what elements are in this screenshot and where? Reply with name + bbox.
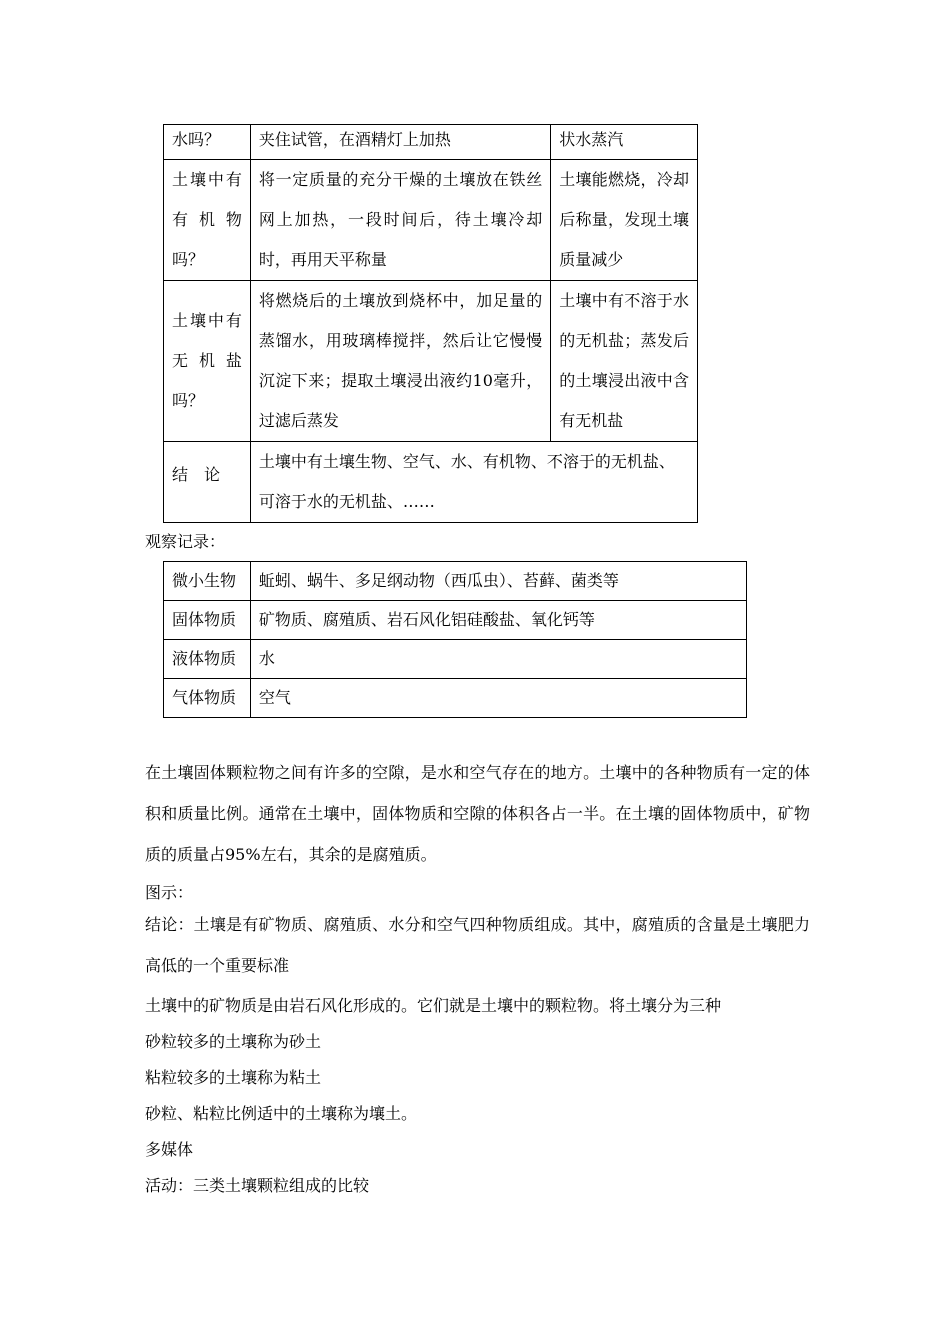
- mineral-line: 土壤中的矿物质是由岩石风化形成的。它们就是土壤中的颗粒物。将土壤分为三种: [145, 996, 722, 1015]
- table-cell-value: 空气: [250, 679, 746, 718]
- table-row: [164, 562, 747, 601]
- media-line: 多媒体: [145, 1140, 194, 1159]
- table-row: [164, 640, 747, 679]
- table-cell-label: 固体物质: [164, 601, 251, 640]
- table-cell-result: 土壤能燃烧，冷却后称量，发现土壤质量减少: [551, 160, 698, 281]
- table-cell-question: 土壤中有无机盐吗？: [164, 281, 251, 442]
- conclusion-label: 结 论: [164, 442, 251, 523]
- table-cell-value: 矿物质、腐殖质、岩石风化铝硅酸盐、氧化钙等: [250, 601, 746, 640]
- table-cell-label: 气体物质: [164, 679, 251, 718]
- table-row: [164, 281, 698, 442]
- table-cell-question: 土壤中有有机物吗？: [164, 160, 251, 281]
- table-row: [164, 442, 698, 523]
- sand-line: 砂粒较多的土壤称为砂土: [145, 1032, 322, 1051]
- paragraph-pores: 在土壤固体颗粒物之间有许多的空隙，是水和空气存在的地方。土壤中的各种物质有一定的体积和质量比例。通常在土壤中，固体物质和空隙的体积各占一半。在土壤的固体物质中，矿物质的质量占95%左右，其余的是腐殖质。: [145, 763, 810, 864]
- table-row: [164, 679, 747, 718]
- clay-line: 粘粒较多的土壤称为粘土: [145, 1068, 322, 1087]
- table-row: [164, 601, 747, 640]
- table-cell-value: 水: [250, 640, 746, 679]
- figure-label: 图示：: [145, 883, 194, 902]
- table-cell-method: 将一定质量的充分干燥的土壤放在铁丝网上加热，一段时间后，待土壤冷却时，再用天平称量: [250, 160, 550, 281]
- table-cell-label: 液体物质: [164, 640, 251, 679]
- activity-line: 活动：三类土壤颗粒组成的比较: [145, 1176, 370, 1195]
- table-cell-method: 夹住试管，在酒精灯上加热: [250, 125, 550, 160]
- table-cell-result: 土壤中有不溶于水的无机盐；蒸发后的土壤浸出液中含有无机盐: [551, 281, 698, 442]
- loam-line: 砂粒、粘粒比例适中的土壤称为壤土。: [145, 1104, 418, 1123]
- conclusion-paragraph: 结论：土壤是有矿物质、腐殖质、水分和空气四种物质组成。其中，腐殖质的含量是土壤肥力高低的一个重要标准: [145, 915, 810, 975]
- table-cell-question: 水吗？: [164, 125, 251, 160]
- table-cell-result: 状水蒸汽: [551, 125, 698, 160]
- conclusion-text: 土壤中有土壤生物、空气、水、有机物、不溶于的无机盐、可溶于水的无机盐、……: [250, 442, 697, 523]
- observation-table: [163, 561, 747, 718]
- table-row: [164, 160, 698, 281]
- experiment-table: [163, 124, 698, 523]
- table-row: [164, 125, 698, 160]
- table-cell-value: 蚯蚓、蜗牛、多足纲动物（西瓜虫）、苔藓、菌类等: [250, 562, 746, 601]
- observation-title: 观察记录：: [145, 532, 226, 551]
- table-cell-method: 将燃烧后的土壤放到烧杯中，加足量的蒸馏水，用玻璃棒搅拌，然后让它慢慢沉淀下来；提取土壤浸出液约10毫升，过滤后蒸发: [250, 281, 550, 442]
- table-cell-label: 微小生物: [164, 562, 251, 601]
